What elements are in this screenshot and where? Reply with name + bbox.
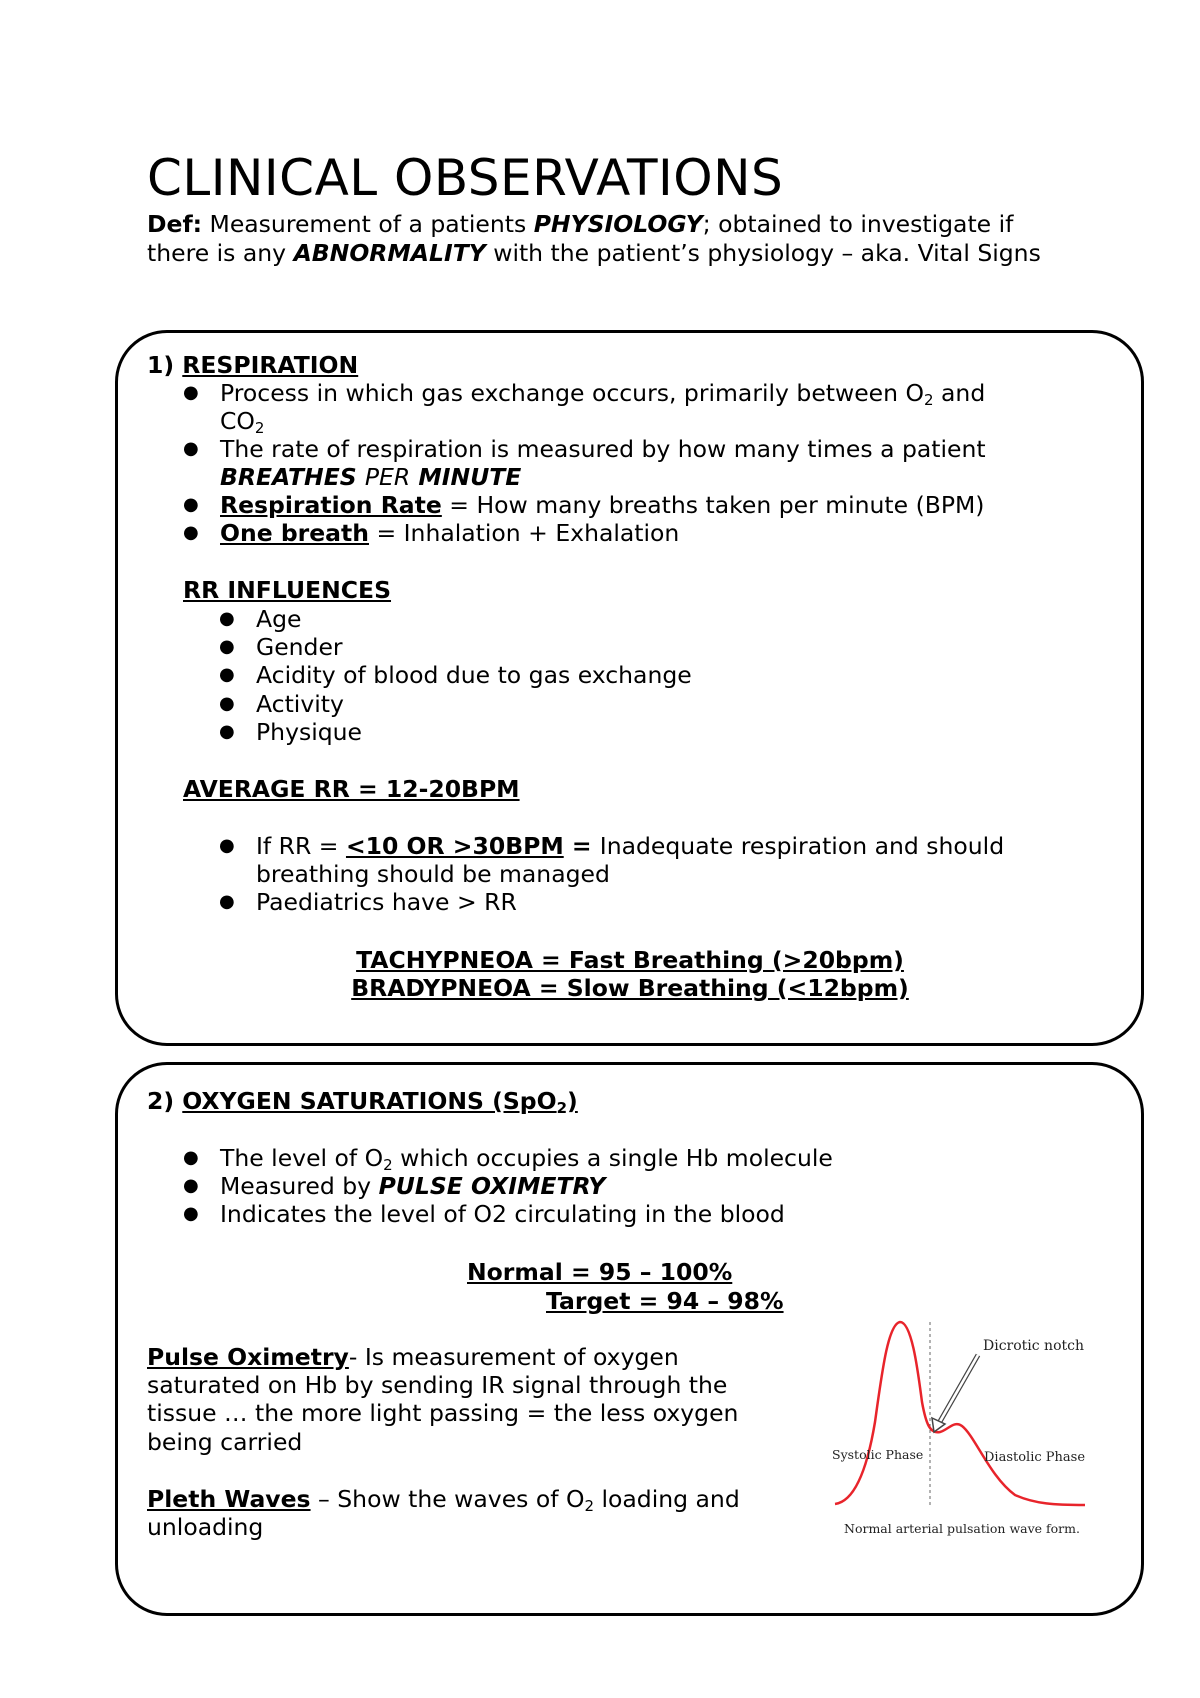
list-item-text: = How many breaths taken per minute (BPM) [441, 491, 985, 519]
emphasis-text: MINUTE [410, 463, 522, 491]
list-item-text: CO [220, 407, 255, 435]
definition-text: with the patient’s physiology – aka. Vital Signs [485, 238, 1041, 267]
bullet-icon: ● [219, 693, 235, 714]
oxygen-heading [147, 1087, 578, 1115]
pleth-waves-line [147, 1485, 740, 1513]
paragraph-text: loading and [594, 1485, 740, 1513]
list-item-text: and [933, 379, 986, 407]
bullet-icon: ● [183, 494, 199, 515]
section-number: 1) [147, 351, 183, 379]
influence-item: Activity [256, 690, 344, 718]
influence-item: Physique [256, 718, 363, 746]
influence-item: Acidity of blood due to gas exchange [256, 661, 692, 689]
bradypnoea-definition: BRADYPNEOA = Slow Breathing (<12bpm) [351, 974, 909, 1002]
section-title [182, 1087, 578, 1115]
bullet-icon: ● [183, 1203, 199, 1224]
normal-range: Normal = 95 – 100% [467, 1258, 733, 1286]
list-item-text: Inadequate respiration and should [599, 832, 1005, 860]
list-item-text: Process in which gas exchange occurs, primarily between O [220, 379, 925, 407]
definition-text: Measurement of a patients [202, 210, 534, 238]
bullet-icon: ● [219, 636, 235, 657]
influence-item: Gender [256, 633, 343, 661]
subscript: 2 [383, 1156, 393, 1174]
term: One breath [220, 519, 369, 547]
section-title-text: OXYGEN SATURATIONS (SpO [182, 1087, 557, 1115]
bullet-icon: ● [183, 1175, 199, 1196]
definition-emphasis-abnormality: ABNORMALITY [293, 238, 486, 267]
bullet-icon: ● [183, 522, 199, 543]
list-item: The rate of respiration is measured by how many times a patient [220, 435, 986, 463]
figure-caption: Normal arterial pulsation wave form. [844, 1521, 1080, 1536]
definition-emphasis-physiology: PHYSIOLOGY [533, 210, 703, 238]
definition-text: ; obtained to investigate if there is any [147, 210, 1014, 267]
bullet-icon: ● [183, 382, 199, 403]
list-item [220, 519, 679, 547]
list-item: Paediatrics have > RR [256, 888, 517, 916]
emphasis-text: BREATHES [220, 463, 365, 491]
emphasis-text: PER [364, 463, 411, 491]
arrow-icon [932, 1355, 978, 1432]
list-item-text: If RR = [256, 832, 346, 860]
bullet-icon: ● [219, 891, 235, 912]
list-item-text: = [563, 832, 600, 860]
section-title: RESPIRATION [182, 351, 359, 379]
list-item [220, 491, 984, 519]
list-item-continuation [220, 407, 264, 435]
list-item-continuation: breathing should be managed [256, 860, 610, 888]
emphasis-text: PULSE OXIMETRY [378, 1172, 606, 1200]
pulse-waveform-figure [830, 1312, 1090, 1542]
list-item-text: Measured by [220, 1172, 379, 1200]
definition-paragraph [147, 210, 1077, 267]
paragraph-text: - Is measurement of oxygen [348, 1343, 679, 1371]
bullet-icon: ● [219, 608, 235, 629]
page-title: CLINICAL OBSERVATIONS [147, 149, 784, 207]
tachypnoea-definition: TACHYPNEOA = Fast Breathing (>20bpm) [356, 946, 904, 974]
bullet-icon: ● [219, 664, 235, 685]
paragraph-line: saturated on Hb by sending IR signal through the [147, 1371, 728, 1399]
definition-label: Def: [147, 210, 203, 238]
section-title-text: ) [567, 1087, 578, 1115]
subscript: 2 [924, 391, 934, 409]
paragraph-text: – Show the waves of O [310, 1485, 585, 1513]
subscript: 2 [556, 1099, 568, 1117]
list-item [220, 379, 985, 407]
paragraph-line: unloading [147, 1513, 264, 1541]
list-item [220, 1144, 833, 1172]
paragraph-line: being carried [147, 1428, 303, 1456]
list-item [220, 1172, 605, 1200]
target-range: Target = 94 – 98% [546, 1287, 784, 1315]
bullet-icon: ● [219, 835, 235, 856]
systolic-phase-label: Systolic Phase [832, 1447, 924, 1462]
bullet-icon: ● [183, 1147, 199, 1168]
bullet-icon: ● [183, 438, 199, 459]
term: Pulse Oximetry [147, 1343, 349, 1371]
list-item-continuation [220, 463, 521, 491]
list-item [256, 832, 1004, 860]
paragraph-line: tissue … the more light passing = the less oxygen [147, 1399, 739, 1427]
subscript: 2 [254, 419, 265, 437]
influences-heading: RR INFLUENCES [183, 576, 392, 604]
respiration-heading [147, 351, 358, 379]
dicrotic-notch-label: Dicrotic notch [983, 1338, 1084, 1354]
average-rr: AVERAGE RR = 12-20BPM [183, 775, 520, 803]
subscript: 2 [584, 1497, 595, 1515]
diastolic-phase-label: Diastolic Phase [984, 1450, 1086, 1465]
influence-item: Age [256, 605, 302, 633]
threshold: <10 OR >30BPM [345, 832, 564, 860]
bullet-icon: ● [219, 721, 235, 742]
pulse-oximetry-line [147, 1343, 679, 1371]
list-item-text: The level of O [220, 1144, 384, 1172]
list-item-text: which occupies a single Hb molecule [392, 1144, 833, 1172]
list-item-text: = Inhalation + Exhalation [369, 519, 680, 547]
term: Pleth Waves [147, 1485, 311, 1513]
list-item: Indicates the level of O2 circulating in the blood [220, 1200, 785, 1228]
section-number: 2) [147, 1087, 183, 1115]
term: Respiration Rate [220, 491, 442, 519]
